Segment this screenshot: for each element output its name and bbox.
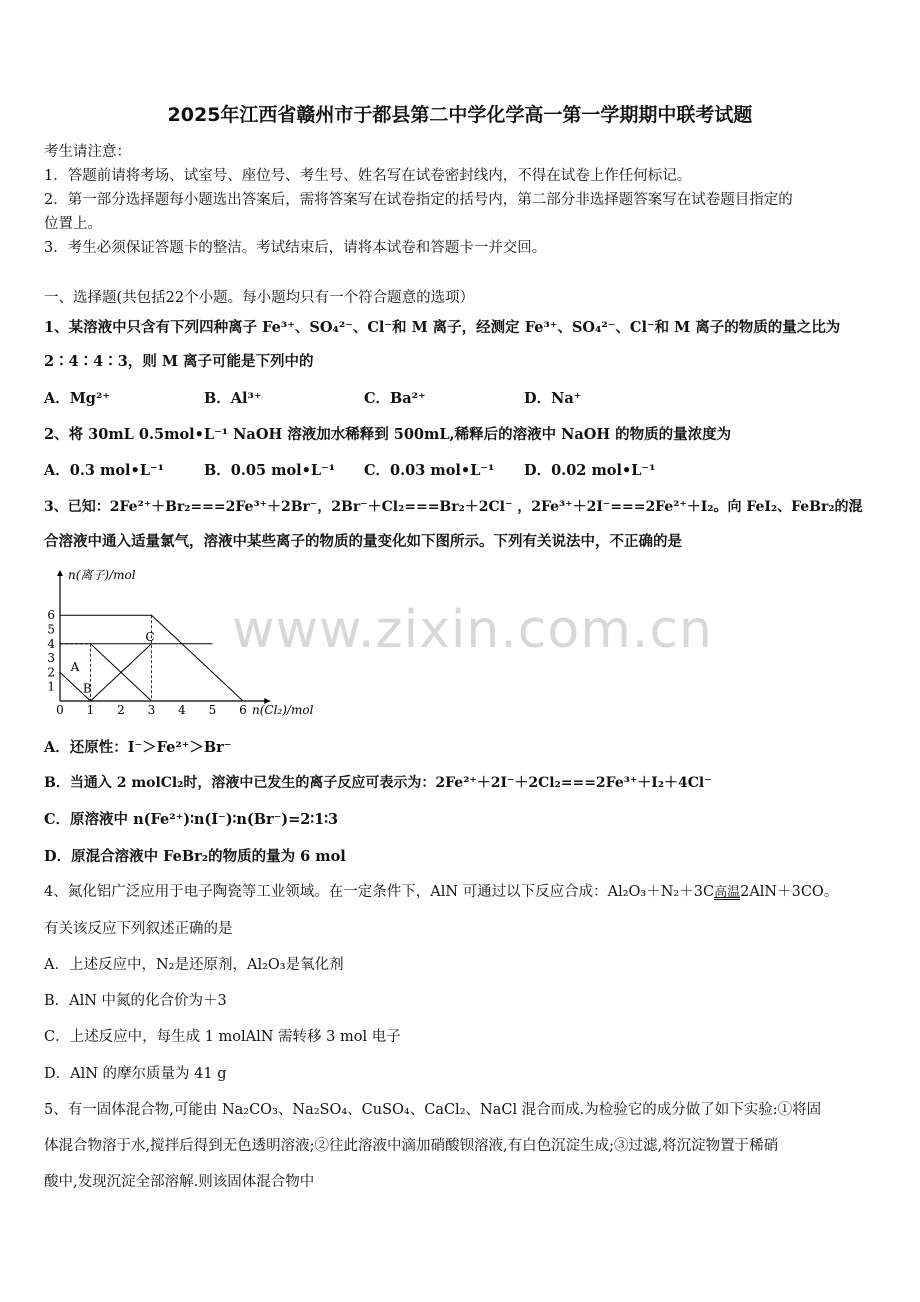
question-3-text: 3、已知：2Fe²⁺＋Br₂===2Fe³⁺＋2Br⁻，2Br⁻＋Cl₂===Br₂＋2Cl⁻ ，2Fe³⁺＋2I⁻===2Fe²⁺＋I₂。向 FeI₂、FeBr₂的混 — [44, 499, 863, 515]
ion-amount-chart — [40, 564, 330, 724]
y-tick-label: 3 — [47, 651, 55, 666]
watermark: www.zixin.com.cn — [232, 600, 713, 660]
x-tick-label: 1 — [86, 703, 95, 717]
question-5-text: 体混合物溶于水,搅拌后得到无色透明溶液;②往此溶液中滴加硝酸钡溶液,有白色沉淀生成;③过滤,将沉淀物置于稀硝 — [44, 1138, 779, 1154]
x-tick-label: 0 — [56, 703, 64, 717]
q1-option-c: C．Ba²⁺ — [364, 390, 426, 407]
q3-option-c: C．原溶液中 n(Fe²⁺)∶n(I⁻)∶n(Br⁻)=2∶1∶3 — [44, 811, 339, 828]
x-tick-label: 2 — [117, 703, 125, 717]
question-1-text: 1、某溶液中只含有下列四种离子 Fe³⁺、SO₄²⁻、Cl⁻和 M 离子，经测定 Fe³⁺、SO₄²⁻、Cl⁻和 M 离子的物质的量之比为 — [44, 319, 841, 336]
q3-option-b: B．当通入 2 molCl₂时，溶液中已发生的离子反应可表示为：2Fe²⁺＋2I⁻＋2Cl₂===2Fe³⁺＋I₂＋4Cl⁻ — [44, 775, 712, 791]
notice-item: 位置上。 — [44, 216, 102, 232]
q4-option-b: B．AlN 中氮的化合价为＋3 — [44, 993, 227, 1009]
y-tick-label: 1 — [47, 679, 55, 694]
y-tick-label: 5 — [47, 622, 55, 637]
y-axis-arrow — [57, 570, 63, 576]
q4-equation-end: 2AlN＋3CO。 — [740, 884, 839, 900]
q4-option-c: C．上述反应中，每生成 1 molAlN 需转移 3 mol 电子 — [44, 1029, 401, 1045]
y-axis-label: n(离子)/mol — [68, 568, 136, 582]
series-label: C — [145, 629, 155, 644]
question-4-text — [44, 880, 838, 901]
x-tick-label: 5 — [208, 703, 217, 717]
question-4-text: 有关该反应下列叙述正确的是 — [44, 921, 233, 937]
series-label: B — [82, 681, 92, 696]
x-axis-label: n(Cl₂)/mol — [252, 703, 314, 717]
q3-option-a: A．还原性：I⁻＞Fe²⁺＞Br⁻ — [44, 739, 232, 756]
y-tick-label: 4 — [47, 636, 55, 651]
notice-item: 1．答题前请将考场、试室号、座位号、考生号、姓名写在试卷密封线内，不得在试卷上作任何标记。 — [44, 168, 692, 184]
q2-option-c: C．0.03 mol•L⁻¹ — [364, 462, 495, 479]
q2-option-a: A．0.3 mol•L⁻¹ — [44, 462, 165, 479]
series-label: A — [70, 659, 80, 674]
q2-option-b: B．0.05 mol•L⁻¹ — [204, 462, 336, 479]
reaction-condition: 高温 — [714, 885, 741, 900]
page-title: 2025年江西省赣州市于都县第二中学化学高一第一学期期中联考试题 — [167, 104, 753, 126]
q4-option-d: D．AlN 的摩尔质量为 41 g — [44, 1066, 227, 1082]
section-heading: 一、选择题(共包括22个小题。每小题均只有一个符合题意的选项） — [44, 290, 475, 306]
notice-item: 2．第一部分选择题每小题选出答案后，需将答案写在试卷指定的括号内，第二部分非选择题答案写在试卷题目指定的 — [44, 192, 793, 208]
question-2-text: 2、将 30mL 0.5mol•L⁻¹ NaOH 溶液加水稀释到 500mL,稀释后的溶液中 NaOH 的物质的量浓度为 — [44, 426, 732, 443]
y-tick-label: 2 — [47, 665, 55, 680]
q2-option-d: D．0.02 mol•L⁻¹ — [524, 462, 656, 479]
q3-option-d: D．原混合溶液中 FeBr₂的物质的量为 6 mol — [44, 848, 346, 865]
y-tick-label: 6 — [47, 608, 55, 623]
q4-option-a: A．上述反应中，N₂是还原剂，Al₂O₃是氧化剂 — [44, 957, 344, 973]
q1-option-b: B．Al³⁺ — [204, 390, 262, 407]
question-3-text: 合溶液中通入适量氯气，溶液中某些离子的物质的量变化如下图所示。下列有关说法中，不正确的是 — [44, 533, 682, 550]
question-5-text: 酸中,发现沉淀全部溶解.则该固体混合物中 — [44, 1174, 315, 1190]
question-5-text: 5、有一固体混合物,可能由 Na₂CO₃、Na₂SO₄、CuSO₄、CaCl₂、NaCl 混合而成.为检验它的成分做了如下实验:①将固 — [44, 1102, 822, 1118]
q1-option-d: D．Na⁺ — [524, 390, 582, 407]
x-tick-label: 3 — [147, 703, 156, 717]
notice-heading: 考生请注意： — [44, 144, 131, 160]
x-tick-label: 4 — [178, 703, 186, 717]
q1-option-a: A．Mg²⁺ — [44, 390, 110, 407]
x-tick-label: 6 — [239, 703, 247, 717]
q4-equation-start: 4、氮化铝广泛应用于电子陶瓷等工业领域。在一定条件下，AlN 可通过以下反应合成：Al₂O₃＋N₂＋3C — [44, 884, 715, 900]
notice-item: 3．考生必须保证答题卡的整洁。考试结束后，请将本试卷和答题卡一并交回。 — [44, 240, 547, 256]
question-1-text: 2∶4∶4∶3，则 M 离子可能是下列中的 — [44, 353, 314, 370]
